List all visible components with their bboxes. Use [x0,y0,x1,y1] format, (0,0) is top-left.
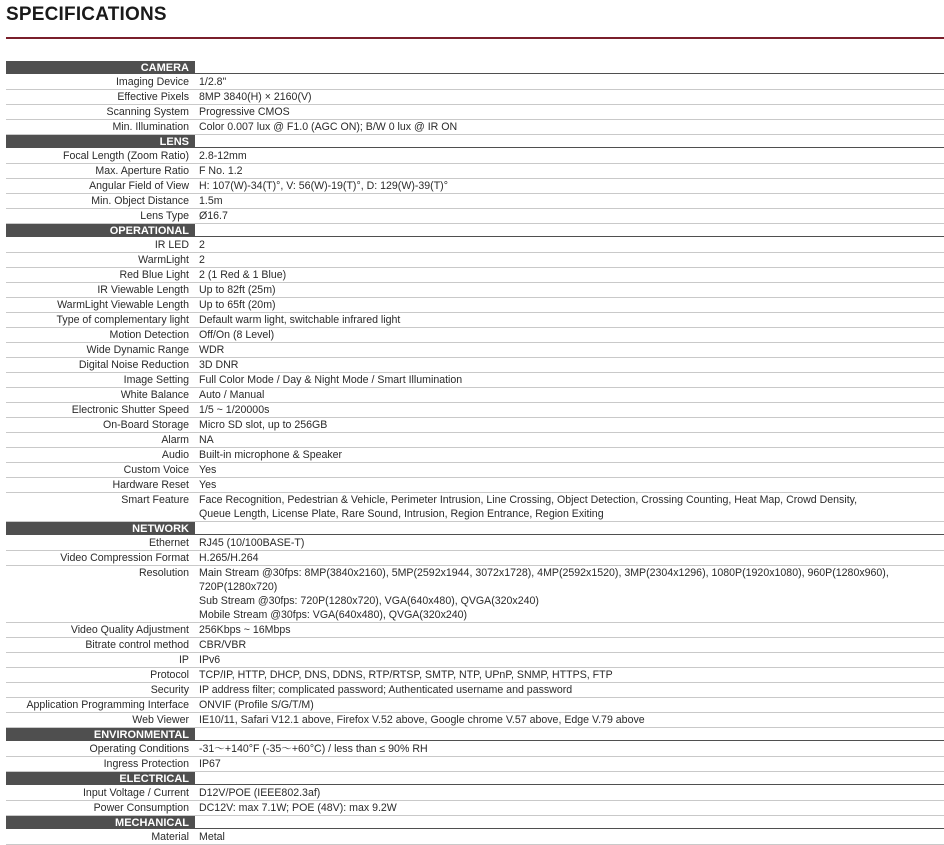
spec-value: Auto / Manual [199,389,265,401]
spec-label: On-Board Storage [103,419,189,431]
spec-value: Color 0.007 lux @ F1.0 (AGC ON); B/W 0 lux @ IR ON [199,121,458,133]
section-header-electrical [6,772,944,786]
spec-row [6,742,944,757]
spec-label: Wide Dynamic Range [86,344,189,356]
spec-row [6,683,944,698]
spec-label: Ethernet [148,537,189,549]
spec-row [6,358,944,373]
page-title: SPECIFICATIONS [6,4,167,25]
spec-row [6,478,944,493]
spec-row [6,313,944,328]
spec-row [6,194,944,209]
spec-label: WarmLight Viewable Length [57,299,189,311]
spec-value: 2 (1 Red & 1 Blue) [199,269,287,281]
spec-label: Red Blue Light [119,269,189,281]
spec-label: Min. Illumination [112,121,189,133]
spec-label: IR Viewable Length [97,284,189,296]
spec-row [6,179,944,194]
spec-value: ONVIF (Profile S/G/T/M) [199,699,314,711]
spec-row [6,343,944,358]
section-header-fill [195,224,944,237]
section-header-fill [195,772,944,785]
spec-label: Audio [161,449,189,461]
spec-label: Imaging Device [115,76,189,88]
spec-value: 256Kbps ~ 16Mbps [199,624,291,636]
spec-value: Face Recognition, Pedestrian & Vehicle, Perimeter Intrusion, Line Crossing, Object Detection, Crossing Counting, Heat Map, Crowd Density, Queue Length, License Plate, Rare Sound, Intrusion, Region Entrance, Region Exiting [199,494,858,520]
spec-label: Smart Feature [121,494,189,506]
spec-row [6,105,944,120]
spec-value: DC12V: max 7.1W; POE (48V): max 9.2W [199,802,397,814]
spec-value: IP address filter; complicated password; Authenticated username and password [199,684,573,696]
spec-label: Video Compression Format [60,552,189,564]
section-header-mechanical [6,816,944,830]
spec-row [6,713,944,728]
spec-label: Application Programming Interface [26,699,189,711]
spec-value: RJ45 (10/100BASE-T) [199,537,305,549]
spec-row [6,653,944,668]
specifications-table [6,61,944,845]
spec-row [6,149,944,164]
spec-row [6,801,944,816]
section-title: CAMERA [140,62,189,74]
spec-value: 1.5m [199,195,223,207]
spec-value: IP67 [199,758,221,770]
spec-row [6,463,944,478]
spec-value: TCP/IP, HTTP, DHCP, DNS, DDNS, RTP/RTSP, SMTP, NTP, UPnP, SNMP, HTTPS, FTP [199,669,613,681]
spec-label: Material [151,831,189,843]
section-header-camera [6,61,944,75]
spec-value: Built-in microphone & Speaker [199,449,343,461]
spec-value: F No. 1.2 [199,165,243,177]
spec-label: Custom Voice [123,464,189,476]
spec-value: WDR [199,344,225,356]
spec-label: Digital Noise Reduction [78,359,189,371]
spec-label: WarmLight [138,254,189,266]
spec-label: Security [150,684,189,696]
section-header-environmental [6,728,944,742]
spec-value: IE10/11, Safari V12.1 above, Firefox V.52 above, Google chrome V.57 above, Edge V.79 above [199,714,645,726]
spec-label: Motion Detection [109,329,189,341]
spec-row [6,268,944,283]
spec-label: Web Viewer [132,714,189,726]
spec-value: Full Color Mode / Day & Night Mode / Smart Illumination [199,374,463,386]
spec-value: Main Stream @30fps: 8MP(3840x2160), 5MP(2592x1944, 3072x1728), 4MP(2592x1520), 3MP(2304x1296), 1080P(1920x1080), 960P(1280x960), 720P(1280x720) Sub Stream @30fps: 720P(1280x720), VGA(640x480), QVGA(320x240) Mobile Stream @30fps: VGA(640x480), QVGA(320x240) [199,567,889,621]
spec-value: 2 [199,239,205,251]
spec-value: D12V/POE (IEEE802.3af) [199,787,321,799]
spec-row [6,757,944,772]
spec-label: Bitrate control method [85,639,189,651]
spec-label: Protocol [150,669,189,681]
section-title: LENS [159,136,189,148]
spec-row [6,90,944,105]
spec-label: White Balance [120,389,189,401]
spec-value: Up to 65ft (20m) [199,299,276,311]
spec-label: Alarm [161,434,189,446]
spec-label: Scanning System [106,106,189,118]
spec-value: Off/On (8 Level) [199,329,275,341]
spec-value: CBR/VBR [199,639,247,651]
spec-row [6,668,944,683]
spec-row [6,75,944,90]
spec-row [6,418,944,433]
spec-row [6,283,944,298]
spec-label: Angular Field of View [89,180,189,192]
spec-label: Operating Conditions [89,743,189,755]
spec-label: Hardware Reset [112,479,189,491]
spec-value: 2 [199,254,205,266]
section-title: MECHANICAL [115,817,189,829]
section-header-network [6,522,944,536]
spec-label: IR LED [154,239,189,251]
spec-value: H.265/H.264 [199,552,259,564]
section-title: OPERATIONAL [109,225,189,237]
section-header-fill [195,816,944,829]
spec-label: Effective Pixels [117,91,189,103]
spec-value: Yes [199,464,217,476]
spec-label: Lens Type [140,210,189,222]
spec-row [6,830,944,845]
spec-label: Resolution [138,567,189,579]
spec-value: 1/5 ~ 1/20000s [199,404,270,416]
spec-row [6,493,944,522]
spec-value: Up to 82ft (25m) [199,284,276,296]
spec-value: NA [199,434,214,446]
spec-value: Yes [199,479,217,491]
spec-value: 3D DNR [199,359,239,371]
spec-label: Video Quality Adjustment [70,624,189,636]
spec-row [6,551,944,566]
spec-label: Electronic Shutter Speed [71,404,189,416]
spec-row [6,253,944,268]
spec-row [6,238,944,253]
spec-value: H: 107(W)-34(T)°, V: 56(W)-19(T)°, D: 129(W)-39(T)° [199,180,448,192]
section-header-operational [6,224,944,238]
spec-value: -31～+140°F (-35～+60°C) / less than ≤ 90% RH [199,743,428,755]
spec-row [6,403,944,418]
spec-label: Type of complementary light [56,314,189,326]
title-divider [6,37,944,39]
spec-label: Image Setting [123,374,189,386]
spec-value: Ø16.7 [199,210,228,222]
spec-value: Progressive CMOS [199,106,290,118]
spec-row [6,698,944,713]
spec-row [6,536,944,551]
section-header-fill [195,135,944,148]
spec-row [6,448,944,463]
spec-row [6,638,944,653]
spec-label: Ingress Protection [103,758,189,770]
spec-value: IPv6 [199,654,221,666]
spec-row [6,433,944,448]
spec-value: 2.8-12mm [199,150,247,162]
spec-value: Default warm light, switchable infrared light [199,314,401,326]
section-title: NETWORK [132,523,189,535]
section-header-fill [195,728,944,741]
section-header-lens [6,135,944,149]
spec-row [6,623,944,638]
spec-row [6,786,944,801]
spec-value: 1/2.8" [199,76,227,88]
spec-row [6,298,944,313]
spec-row [6,120,944,135]
spec-label: Min. Object Distance [91,195,189,207]
spec-row [6,328,944,343]
spec-value: 8MP 3840(H) × 2160(V) [199,91,312,103]
spec-label: IP [178,654,189,666]
section-header-fill [195,522,944,535]
spec-value: Micro SD slot, up to 256GB [199,419,328,431]
section-title: ENVIRONMENTAL [93,729,189,741]
spec-value: Metal [199,831,225,843]
spec-label: Max. Aperture Ratio [95,165,189,177]
spec-row [6,373,944,388]
spec-label: Power Consumption [93,802,189,814]
spec-row [6,164,944,179]
section-header-fill [195,61,944,74]
spec-label: Input Voltage / Current [82,787,189,799]
spec-row [6,388,944,403]
section-title: ELECTRICAL [119,773,189,785]
spec-row [6,566,944,623]
spec-row [6,209,944,224]
spec-label: Focal Length (Zoom Ratio) [62,150,189,162]
